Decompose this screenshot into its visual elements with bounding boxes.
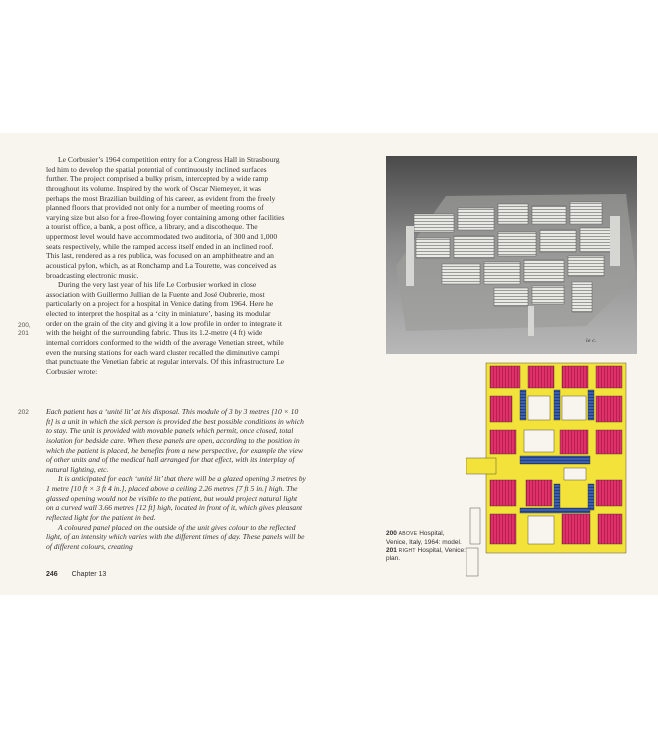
quotation [46,407,306,551]
figure-caption [386,530,466,563]
page-footer [46,571,106,578]
fig-200-position: ABOVE [398,531,418,537]
model-photo-image [386,156,637,354]
plan-image [466,358,638,580]
margin-ref-201: 201 [18,329,29,337]
hospital-plan-drawing [466,358,638,580]
paragraph-2: During the very last year of his life Le Corbusier worked in close association with Guillermo Jullian de la Fuente and José Oubrerie, most particularly on a project for a hospital in Venice dating from 1964. Here he elected to interpret the hospital as a ‘city in miniature’, basing its modular order on the grain of the city and giving it a low profile in order to integrate it with the height of the surrounding fabric. Thus its 1.2-metre (4 ft) wide internal corridors conformed to the width of the average Venetian street, while even the nursing stations for each ward cluster recalled the diminutive campi that punctuate the Venetian fabric at regular intervals. Of this infrastructure Le Corbusier wrote: [46,280,285,376]
margin-ref-202: 202 [18,409,29,416]
hospital-model-photo [386,156,637,354]
page-number: 246 [46,571,58,578]
quote-paragraph-1: Each patient has a ‘unité lit’ at his disposal. This module of 3 by 3 metres [10 × 10 ft] is a unit in which the sick person is provided the best possible conditions in which to stay. The unit is provided with movable panels which permit, once closed, total isolation for bedside care. When these panels are open, according to the position in which the patient is placed, he benefits from a new perspective, for example the view of other units and of the medical hall arranged for that effect, with its interplay of natural lighting, etc. [46,407,304,474]
book-page [0,133,658,595]
fig-201-text: Hospital, Venice: plan. [386,546,466,563]
fig-200-number: 200 [386,530,397,537]
quote-paragraph-2: It is anticipated for each ‘unité lit’ that there will be a glazed opening 3 metres by 1 metre [10 ft × 3 ft 4 in.], placed above a ceiling 2.26 metres [7 ft 5 in.] high. The glassed opening would not be visible to the patient, but would project natural light on a curved wall 3.66 metres [12 ft] high, located in front of it, which gives pleasant reflected light for the patient in bed. [46,474,306,522]
main-text [46,155,286,376]
fig-200-text: Hospital, Venice, Italy, 1964: model. [386,530,462,546]
svg-text:le c.: le c. [586,338,597,344]
margin-ref-200-201 [18,322,31,337]
quote-paragraph-3: A coloured panel placed on the outside of the unit gives colour to the reflected light, of an intensity which varies with the different times of day. These panels will be of different colours, creating [46,522,305,551]
fig-201-number: 201 [386,546,397,554]
margin-ref-200: 200, [18,322,31,329]
chapter-label: Chapter 13 [71,571,107,578]
paragraph-1: Le Corbusier’s 1964 competition entry for a Congress Hall in Strasbourg led him to develop the spatial potential of continuously inclined surfaces further. The project comprised a bulky prism, intercepted by a wide ramp throughout its volume. Inspired by the work of Oscar Niemeyer, it was perhaps the most Brazilian building of his career, as evident from the freely planned floors that provided not only for a number of meeting rooms of varying size but also for a free-flowing foyer containing among other facilities a tourist office, a bank, a post office, a library, and a discotheque. The uppermost level would have accommodated two auditoria, of 300 and 1,000 seats respectively, while the ramped access itself ended in an inclined roof. This last, rendered as a res publica, was focused on an amphitheatre and an acoustical pylon, which, as at Ronchamp and La Tourette, was conceived as broadcasting electronic music. [46,155,285,280]
fig-201-position: RIGHT [398,547,416,554]
